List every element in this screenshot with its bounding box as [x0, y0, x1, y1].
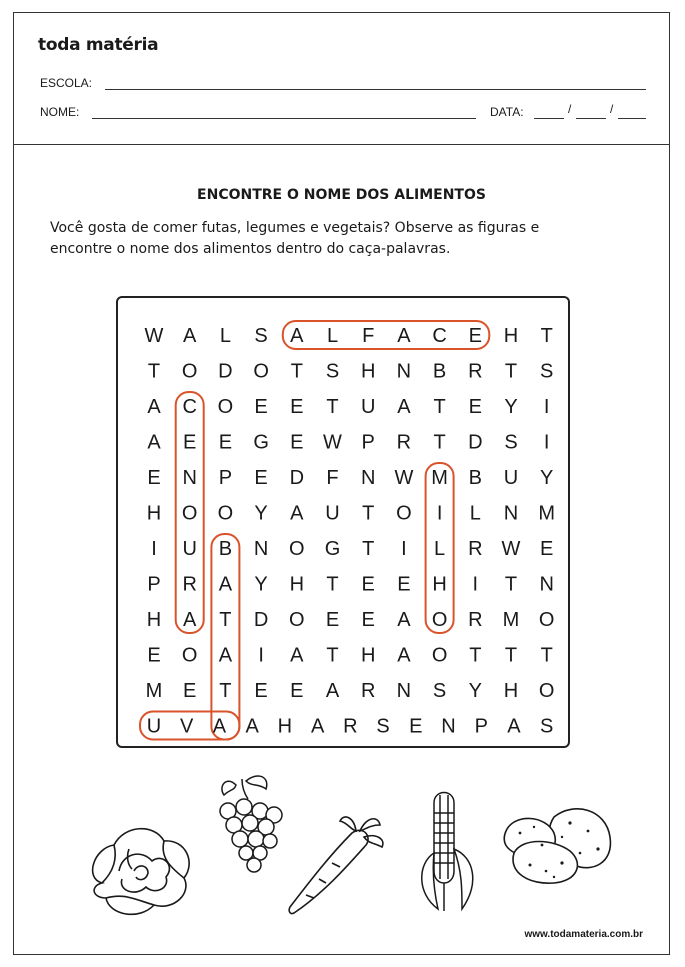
- grid-letter[interactable]: T: [504, 573, 518, 596]
- grid-letter[interactable]: U: [325, 502, 340, 525]
- grid-letter[interactable]: A: [147, 396, 161, 418]
- grid-letter[interactable]: N: [441, 715, 456, 738]
- grid-letter[interactable]: E: [254, 396, 268, 418]
- grid-letter[interactable]: H: [146, 502, 162, 525]
- grid-letter[interactable]: L: [434, 538, 446, 560]
- grid-letter[interactable]: H: [289, 573, 305, 596]
- grid-letter[interactable]: O: [253, 360, 269, 383]
- name-label: NOME:: [40, 105, 80, 119]
- grid-letter[interactable]: W: [144, 325, 164, 347]
- grid-letter[interactable]: T: [219, 609, 232, 631]
- grid-letter[interactable]: M: [431, 467, 448, 489]
- grid-letter[interactable]: S: [432, 680, 447, 702]
- grid-letter[interactable]: Y: [254, 502, 268, 525]
- grid-letter[interactable]: A: [397, 396, 411, 418]
- grid-letter[interactable]: A: [183, 609, 197, 631]
- carrot-icon: [289, 817, 383, 914]
- grid-letter[interactable]: N: [503, 502, 519, 525]
- date-separator: /: [610, 102, 614, 116]
- grid-letter[interactable]: G: [253, 431, 269, 454]
- grid-letter[interactable]: V: [180, 715, 194, 738]
- grid-letter[interactable]: T: [326, 396, 339, 418]
- grid-letter[interactable]: A: [310, 715, 325, 738]
- grid-letter[interactable]: D: [289, 467, 305, 489]
- grid-letter[interactable]: Y: [254, 573, 268, 596]
- instructions-text: Você gosta de comer futas, legumes e vegetais? Observe as figuras e encontre o nome dos alimentos dentro do caça-palavras.: [50, 220, 540, 257]
- grid-letter[interactable]: T: [219, 680, 232, 702]
- grid-letter[interactable]: Y: [468, 680, 482, 702]
- grid-letter[interactable]: E: [468, 325, 482, 347]
- grid-letter[interactable]: W: [394, 467, 414, 489]
- grid-letter[interactable]: I: [151, 538, 157, 560]
- grapes-icon: [220, 776, 282, 872]
- grid-letter[interactable]: N: [360, 467, 376, 489]
- grid-letter[interactable]: O: [181, 502, 198, 525]
- grid-letter[interactable]: T: [540, 644, 553, 667]
- date-label: DATA:: [490, 105, 524, 119]
- grid-letter[interactable]: E: [218, 431, 233, 454]
- grid-letter[interactable]: N: [539, 573, 554, 596]
- grid-letter[interactable]: A: [245, 715, 259, 738]
- grid-letter[interactable]: B: [432, 360, 447, 383]
- grid-letter[interactable]: R: [468, 609, 483, 631]
- grid-letter[interactable]: A: [290, 502, 304, 525]
- grid-letter[interactable]: T: [504, 360, 518, 383]
- grid-letter[interactable]: I: [401, 538, 407, 560]
- grid-letter[interactable]: N: [396, 360, 412, 383]
- grid-letter[interactable]: L: [469, 502, 481, 525]
- grid-letter[interactable]: S: [376, 715, 390, 738]
- grid-letter[interactable]: A: [212, 715, 227, 738]
- grid-letter[interactable]: N: [396, 680, 412, 702]
- grid-letter[interactable]: A: [397, 609, 411, 631]
- grid-letter[interactable]: I: [258, 644, 264, 667]
- grid-letter[interactable]: A: [147, 431, 161, 454]
- grid-letter[interactable]: W: [501, 538, 521, 560]
- grid-letter[interactable]: T: [433, 431, 446, 454]
- grid-letter[interactable]: A: [218, 573, 233, 596]
- grid-letter[interactable]: E: [254, 467, 268, 489]
- date-year-line[interactable]: [618, 118, 646, 119]
- grid-letter[interactable]: S: [540, 360, 554, 383]
- grid-letter[interactable]: P: [147, 573, 161, 596]
- grid-letter[interactable]: F: [326, 467, 339, 489]
- grid-letter[interactable]: B: [218, 538, 233, 560]
- footer-url: www.todamateria.com.br: [524, 929, 643, 940]
- grid-letter[interactable]: E: [254, 680, 268, 702]
- grid-letter[interactable]: S: [540, 715, 554, 738]
- grid-letter[interactable]: E: [409, 715, 423, 738]
- grid-letter[interactable]: R: [360, 680, 376, 702]
- grid-letter[interactable]: O: [538, 609, 555, 631]
- grid-letter[interactable]: E: [183, 431, 197, 454]
- grid-letter[interactable]: U: [503, 467, 519, 489]
- grid-letter[interactable]: I: [543, 431, 550, 454]
- grid-letter[interactable]: E: [290, 680, 304, 702]
- grid-letter[interactable]: Y: [540, 467, 554, 489]
- grid-letter[interactable]: R: [396, 431, 412, 454]
- lettuce-icon: [93, 829, 190, 915]
- grid-letter[interactable]: D: [218, 360, 233, 383]
- grid-letter[interactable]: T: [469, 644, 482, 667]
- grid-letter[interactable]: E: [540, 538, 554, 560]
- grid-letter[interactable]: P: [474, 715, 488, 738]
- grid-letter[interactable]: O: [431, 644, 448, 667]
- grid-letter[interactable]: A: [183, 325, 197, 347]
- grid-letter[interactable]: C: [182, 396, 197, 418]
- brand-logo: toda matéria: [38, 35, 159, 55]
- grid-letter[interactable]: H: [146, 609, 162, 631]
- grid-letter[interactable]: T: [540, 325, 553, 347]
- grid-letter[interactable]: E: [183, 680, 197, 702]
- grid-letter[interactable]: H: [360, 644, 376, 667]
- grid-letter[interactable]: A: [218, 644, 233, 667]
- grid-letter[interactable]: A: [325, 680, 340, 702]
- school-label: ESCOLA:: [40, 76, 93, 90]
- school-line[interactable]: [105, 89, 646, 90]
- grid-letter[interactable]: L: [326, 325, 339, 347]
- grid-letter[interactable]: O: [289, 609, 305, 631]
- date-day-line[interactable]: [534, 118, 564, 119]
- grid-letter[interactable]: E: [290, 396, 304, 418]
- grid-letter[interactable]: O: [181, 360, 198, 383]
- grid-letter[interactable]: B: [468, 467, 482, 489]
- header: [14, 13, 669, 145]
- grid-letter[interactable]: R: [182, 573, 197, 596]
- grid-letter[interactable]: R: [468, 538, 483, 560]
- grid-letter[interactable]: P: [218, 467, 233, 489]
- grid-letter[interactable]: A: [397, 325, 411, 347]
- grid-letter[interactable]: M: [502, 609, 520, 631]
- grid-letter[interactable]: O: [181, 644, 198, 667]
- grid-letter[interactable]: A: [290, 325, 304, 347]
- grid-letter[interactable]: H: [503, 325, 519, 347]
- grid-letter[interactable]: P: [361, 431, 375, 454]
- grid-letter[interactable]: R: [468, 360, 483, 383]
- grid-letter[interactable]: E: [147, 467, 161, 489]
- grid-letter[interactable]: T: [362, 502, 375, 525]
- grid-letter[interactable]: T: [326, 644, 339, 667]
- grid-letter[interactable]: U: [182, 538, 197, 560]
- grid-letter[interactable]: S: [325, 360, 340, 383]
- grid-letter[interactable]: H: [432, 573, 447, 596]
- grid-letter[interactable]: M: [538, 502, 556, 525]
- word-search-svg: [118, 298, 568, 746]
- potatoes-icon: [504, 809, 610, 883]
- grid-letter[interactable]: U: [360, 396, 376, 418]
- activity-title: ENCONTRE O NOME DOS ALIMENTOS: [197, 187, 486, 203]
- grid-letter[interactable]: H: [503, 680, 519, 702]
- grid-letter[interactable]: S: [504, 431, 518, 454]
- grid-letter[interactable]: F: [362, 325, 375, 347]
- grid-letter[interactable]: G: [324, 538, 341, 560]
- highlight-batata: [211, 534, 239, 740]
- grid-letter[interactable]: T: [504, 644, 518, 667]
- grid-letter[interactable]: E: [361, 573, 375, 596]
- word-search-grid: [116, 296, 570, 748]
- grid-letter[interactable]: A: [507, 715, 521, 738]
- grid-letter[interactable]: D: [253, 609, 269, 631]
- grid-letter[interactable]: T: [362, 538, 375, 560]
- grid-letter[interactable]: H: [277, 715, 293, 738]
- grid-letter[interactable]: W: [323, 431, 342, 454]
- grid-letter[interactable]: R: [343, 715, 358, 738]
- grid-letter[interactable]: I: [436, 502, 443, 525]
- grid-letter[interactable]: D: [468, 431, 483, 454]
- grid-letter[interactable]: E: [361, 609, 375, 631]
- grid-letter[interactable]: E: [397, 573, 411, 596]
- grid-letter[interactable]: I: [543, 396, 550, 418]
- corn-icon: [422, 793, 473, 912]
- highlight-alface: [283, 321, 490, 349]
- name-line[interactable]: [92, 118, 476, 119]
- grid-letter[interactable]: A: [397, 644, 411, 667]
- grid-letter[interactable]: S: [254, 325, 268, 347]
- grid-letter[interactable]: O: [538, 680, 555, 702]
- grid-letter[interactable]: N: [253, 538, 269, 560]
- date-separator: /: [568, 102, 572, 116]
- grid-letter[interactable]: I: [472, 573, 479, 596]
- grid-letter[interactable]: H: [360, 360, 376, 383]
- grid-letter[interactable]: T: [290, 360, 303, 383]
- grid-letter[interactable]: O: [217, 502, 234, 525]
- grid-letter[interactable]: O: [289, 538, 305, 560]
- grid-letter[interactable]: M: [145, 680, 163, 702]
- grid-letter[interactable]: E: [147, 644, 161, 667]
- grid-letter[interactable]: O: [431, 609, 448, 631]
- grid-letter[interactable]: O: [217, 396, 234, 418]
- grid-letter[interactable]: U: [146, 715, 162, 738]
- grid-letter[interactable]: T: [147, 360, 161, 383]
- worksheet-page: [13, 12, 670, 955]
- grid-letter[interactable]: E: [468, 396, 482, 418]
- grid-letter[interactable]: O: [396, 502, 412, 525]
- grid-letter[interactable]: A: [290, 644, 304, 667]
- food-pictures: [14, 753, 671, 933]
- grid-letter[interactable]: T: [433, 396, 446, 418]
- grid-letter[interactable]: C: [432, 325, 447, 347]
- date-month-line[interactable]: [576, 118, 606, 119]
- grid-letter[interactable]: E: [290, 431, 304, 454]
- grid-letter[interactable]: Y: [504, 396, 518, 418]
- grid-letter[interactable]: T: [326, 573, 339, 596]
- grid-letter[interactable]: N: [182, 467, 197, 489]
- grid-letter[interactable]: L: [219, 325, 231, 347]
- grid-letter[interactable]: E: [325, 609, 340, 631]
